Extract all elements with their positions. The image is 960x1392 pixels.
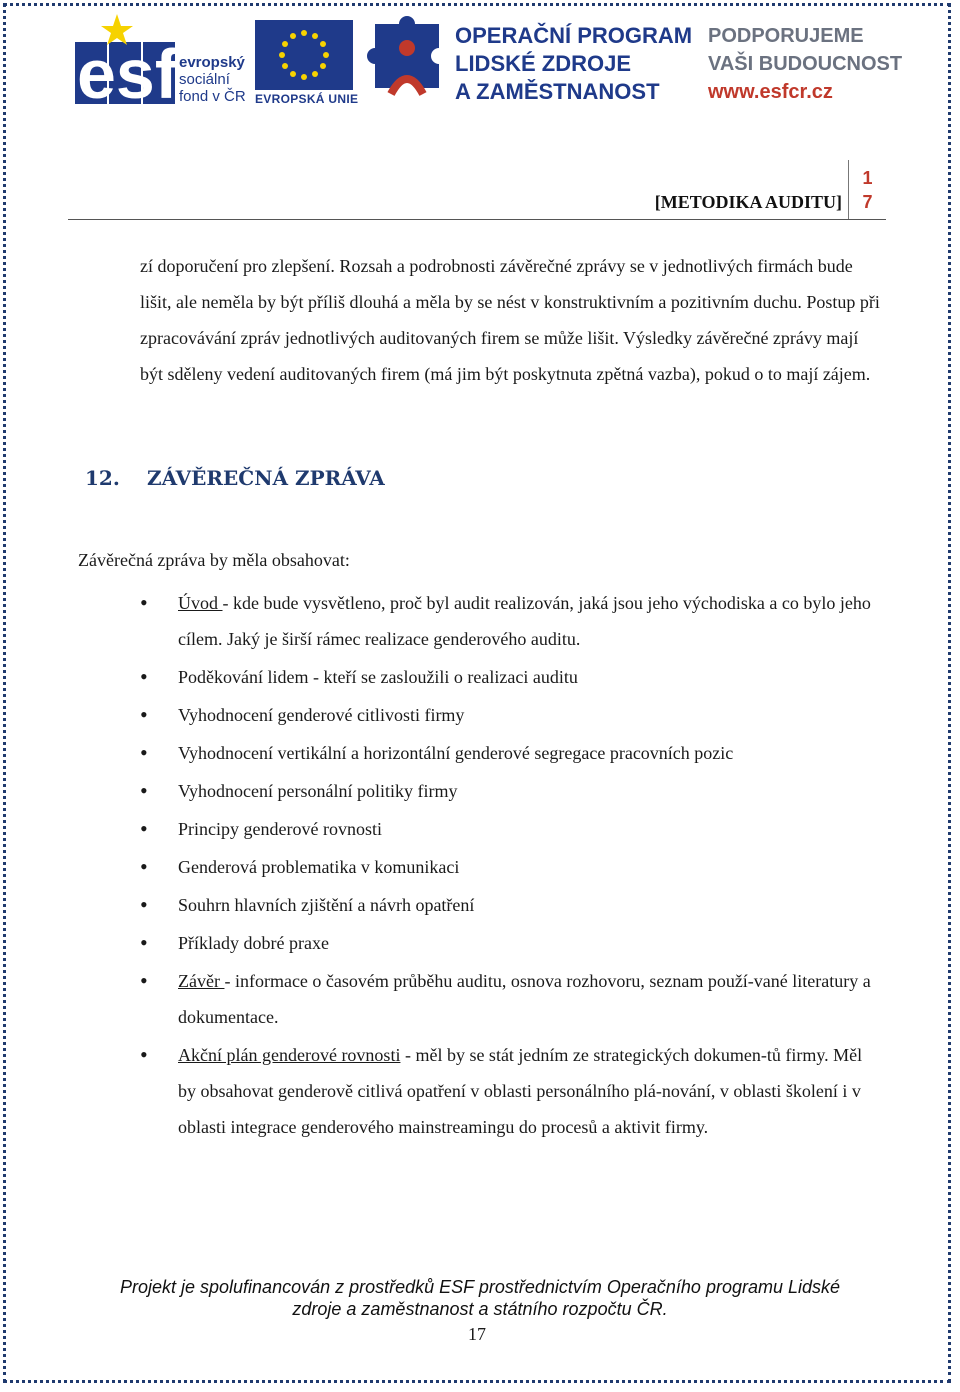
- list-intro: Závěrečná zpráva by měla obsahovat:: [78, 550, 350, 570]
- eu-label: EVROPSKÁ UNIE: [255, 92, 359, 106]
- list-item: • Úvod - kde bude vysvětleno, proč byl audit realizován, jaká jsou jeho východiska a co bylo jeho cílem. Jaký je širší rámec realizace genderového auditu.: [140, 585, 880, 657]
- contents-list: [140, 585, 880, 1147]
- footer-note: Projekt je spolufinancován z prostředků ESF prostřednictvím Operačního programu Lidské zdroje a zaměstnanost a státního rozpočtu ČR.: [119, 1277, 841, 1319]
- eu-flag-icon: [255, 20, 353, 90]
- list-item: • Akční plán genderové rovnosti - měl by se stát jedním ze strategických dokumen-tů firmy. Měl by obsahovat genderově citlivá opatření v oblasti personálního plá-nování, v oblasti školení i v oblasti integrace genderového mainstreamingu do procesů a aktivit firmy.: [140, 1037, 880, 1145]
- footer-page-number: 17: [468, 1324, 486, 1344]
- header-logos: [75, 12, 905, 112]
- body-paragraph: zí doporučení pro zlepšení. Rozsah a podrobnosti závěrečné zprávy se v jednotlivých firmách bude lišit, ale neměla by být příliš dlouhá a měla by se nést v konstruktivním a pozitivním duchu. Postup při zpracovávání zpráv jednotlivých auditovaných firem se může lišit. Výsledky závěrečné zprávy mají být sděleny vedení auditovaných firem (má jim být poskytnuta zpětná vazba), pokud o to mají zájem.: [140, 256, 880, 384]
- svg-text:esf: esf: [77, 35, 179, 110]
- list-item: • Vyhodnocení genderové citlivosti firmy: [140, 697, 880, 733]
- list-item: • Souhrn hlavních zjištění a návrh opatření: [140, 887, 880, 923]
- esf-text: evropský sociální fond v ČR: [179, 54, 246, 105]
- slogan: PODPORUJEME VAŠI BUDOUCNOST www.esfcr.cz: [708, 22, 902, 106]
- list-item: • Příklady dobré praxe: [140, 925, 880, 961]
- list-item: • Závěr - informace o časovém průběhu auditu, osnova rozhovoru, seznam použí-vané literatury a dokumentace.: [140, 963, 880, 1035]
- header-divider: [68, 219, 886, 220]
- op-program-text: OPERAČNÍ PROGRAM LIDSKÉ ZDROJE A ZAMĚSTNANOST: [455, 23, 693, 104]
- puzzle-logo-icon: [367, 14, 447, 112]
- running-title: [METODIKA AUDITU]: [654, 192, 842, 212]
- list-item: • Principy genderové rovnosti: [140, 811, 880, 847]
- section-heading: [85, 466, 385, 490]
- section-number: 12.: [85, 466, 120, 490]
- list-item: • Vyhodnocení personální politiky firmy: [140, 773, 880, 809]
- list-item: • Genderová problematika v komunikaci: [140, 849, 880, 885]
- header-page-number: 1 7: [848, 160, 886, 220]
- list-item: • Poděkování lidem - kteří se zasloužili o realizaci auditu: [140, 659, 880, 695]
- list-item: • Vyhodnocení vertikální a horizontální genderové segregace pracovních pozic: [140, 735, 880, 771]
- website-link[interactable]: www.esfcr.cz: [708, 81, 833, 103]
- section-title: ZÁVĚREČNÁ ZPRÁVA: [147, 466, 385, 490]
